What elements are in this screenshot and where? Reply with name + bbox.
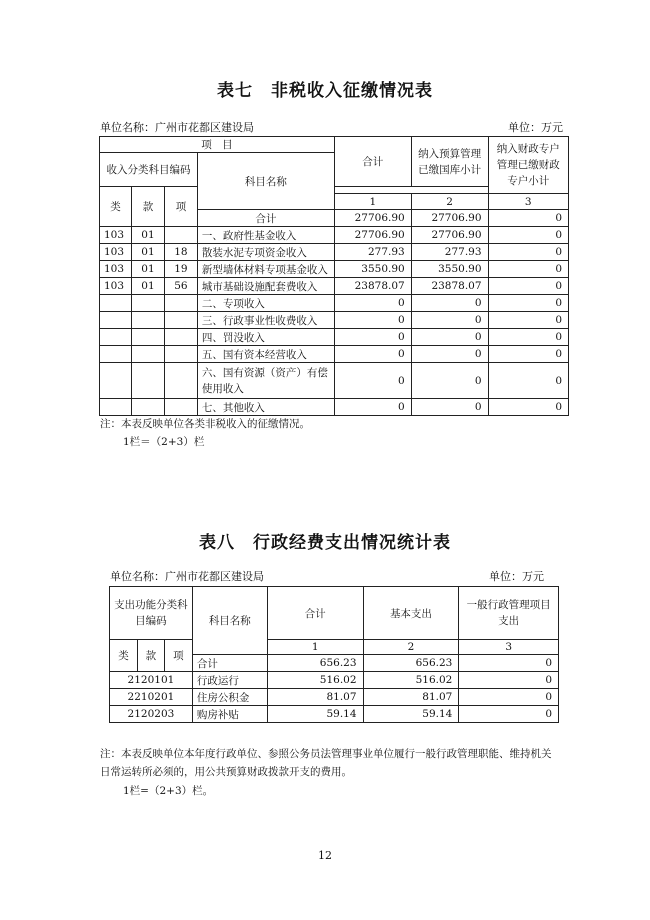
row-budget: 0 bbox=[411, 363, 488, 399]
row-total: 277.93 bbox=[334, 244, 411, 261]
row-general: 0 bbox=[459, 689, 559, 706]
row-name: 住房公积金 bbox=[192, 689, 267, 706]
row-lei: 103 bbox=[100, 278, 132, 295]
row-xiang: 56 bbox=[164, 278, 197, 295]
table8-unit-value: 单位：万元 bbox=[489, 570, 544, 583]
row-name: 行政运行 bbox=[192, 672, 267, 689]
table7-note: 注：本表反映单位各类非税收入的征缴情况。 bbox=[100, 418, 310, 430]
row-special: 0 bbox=[488, 346, 568, 363]
col-index-2: 2 bbox=[363, 640, 459, 655]
col-index-1: 1 bbox=[334, 194, 411, 210]
header-total: 合计 bbox=[267, 587, 363, 640]
row-budget: 0 bbox=[411, 399, 488, 416]
table-row bbox=[100, 346, 569, 363]
header-xiang: 项 bbox=[164, 640, 192, 672]
row-special: 0 bbox=[488, 244, 568, 261]
row-name: 五、国有资本经营收入 bbox=[197, 346, 334, 363]
header-lei: 类 bbox=[110, 640, 138, 672]
row-xiang: 18 bbox=[164, 244, 197, 261]
table8-note: 注：本表反映单位本年度行政单位、参照公务员法管理事业单位履行一般行政管理职能、维持机关日常运转所必须的，用公共预算财政拨款开支的费用。 bbox=[100, 748, 552, 778]
row-lei: 103 bbox=[100, 227, 132, 244]
row-code: 2210201 bbox=[110, 689, 193, 706]
header-kuan: 款 bbox=[137, 640, 164, 672]
row-code: 2120203 bbox=[110, 706, 193, 723]
table7-title: 表七 非税收入征缴情况表 bbox=[217, 81, 433, 101]
row-name: 二、专项收入 bbox=[197, 295, 334, 312]
row-xiang: 19 bbox=[164, 261, 197, 278]
row-name: 新型墙体材料专项基金收入 bbox=[197, 261, 334, 278]
row-budget: 27706.90 bbox=[411, 227, 488, 244]
row-total: 0 bbox=[334, 346, 411, 363]
header-xiang: 项 bbox=[164, 187, 197, 227]
table-row bbox=[100, 278, 569, 295]
row-name: 七、其他收入 bbox=[197, 399, 334, 416]
table8 bbox=[109, 586, 559, 723]
row-total: 27706.90 bbox=[334, 227, 411, 244]
table7-unit-label: 单位名称：广州市花都区建设局 bbox=[100, 121, 254, 134]
row-total: 0 bbox=[334, 295, 411, 312]
page-number: 12 bbox=[318, 849, 332, 862]
header-xiangmu: 项 目 bbox=[100, 137, 335, 153]
row-total: 0 bbox=[334, 312, 411, 329]
row-total: 59.14 bbox=[267, 706, 363, 723]
row-special: 0 bbox=[488, 210, 568, 227]
header-code: 支出功能分类科目编码 bbox=[110, 587, 193, 640]
row-kuan: 01 bbox=[131, 261, 164, 278]
row-code: 2120101 bbox=[110, 672, 193, 689]
row-total: 0 bbox=[334, 329, 411, 346]
table-row bbox=[110, 706, 559, 723]
table7-formula: 1栏＝（2+3）栏 bbox=[123, 436, 205, 448]
header-name: 科目名称 bbox=[192, 587, 267, 655]
row-name: 合计 bbox=[197, 210, 334, 227]
table7 bbox=[99, 136, 569, 416]
row-name: 三、行政事业性收费收入 bbox=[197, 312, 334, 329]
table-row bbox=[100, 399, 569, 416]
row-total: 3550.90 bbox=[334, 261, 411, 278]
row-basic: 656.23 bbox=[363, 655, 459, 672]
header-total: 合计 bbox=[334, 137, 411, 187]
row-special: 0 bbox=[488, 312, 568, 329]
header-lei: 类 bbox=[100, 187, 132, 227]
row-kuan: 01 bbox=[131, 244, 164, 261]
table-row bbox=[100, 261, 569, 278]
header-special-account: 纳入财政专户管理已缴财政专户小计 bbox=[488, 137, 568, 194]
row-budget: 0 bbox=[411, 295, 488, 312]
row-xiang bbox=[164, 227, 197, 244]
header-code: 收入分类科目编码 bbox=[100, 153, 198, 187]
row-budget: 27706.90 bbox=[411, 210, 488, 227]
col-index-1: 1 bbox=[267, 640, 363, 655]
row-total: 516.02 bbox=[267, 672, 363, 689]
col-index-2: 2 bbox=[411, 194, 488, 210]
table-row bbox=[100, 312, 569, 329]
row-basic: 59.14 bbox=[363, 706, 459, 723]
table8-title: 表八 行政经费支出情况统计表 bbox=[199, 533, 451, 553]
table-row bbox=[100, 363, 569, 399]
row-basic: 516.02 bbox=[363, 672, 459, 689]
header-basic: 基本支出 bbox=[363, 587, 459, 640]
row-name: 六、国有资源（资产）有偿使用收入 bbox=[197, 363, 334, 399]
header-kuan: 款 bbox=[131, 187, 164, 227]
row-general: 0 bbox=[459, 655, 559, 672]
table-row bbox=[100, 295, 569, 312]
row-basic: 81.07 bbox=[363, 689, 459, 706]
row-general: 0 bbox=[459, 672, 559, 689]
row-budget: 0 bbox=[411, 312, 488, 329]
col-index-3: 3 bbox=[459, 640, 559, 655]
row-budget: 0 bbox=[411, 329, 488, 346]
row-kuan: 01 bbox=[131, 227, 164, 244]
row-special: 0 bbox=[488, 278, 568, 295]
table-row bbox=[100, 227, 569, 244]
row-total: 27706.90 bbox=[334, 210, 411, 227]
table-row bbox=[110, 689, 559, 706]
header-budget-treasury: 纳入预算管理已缴国库小计 bbox=[411, 137, 488, 187]
row-total: 81.07 bbox=[267, 689, 363, 706]
row-special: 0 bbox=[488, 261, 568, 278]
row-budget: 3550.90 bbox=[411, 261, 488, 278]
header-name: 科目名称 bbox=[197, 153, 334, 210]
row-total: 0 bbox=[334, 363, 411, 399]
row-special: 0 bbox=[488, 227, 568, 244]
row-name: 城市基础设施配套费收入 bbox=[197, 278, 334, 295]
header-general: 一般行政管理项目支出 bbox=[459, 587, 559, 640]
row-special: 0 bbox=[488, 295, 568, 312]
row-name: 合计 bbox=[192, 655, 267, 672]
table-row bbox=[100, 329, 569, 346]
col-index-3: 3 bbox=[488, 194, 568, 210]
row-name: 四、罚没收入 bbox=[197, 329, 334, 346]
row-name: 购房补贴 bbox=[192, 706, 267, 723]
row-budget: 23878.07 bbox=[411, 278, 488, 295]
row-kuan: 01 bbox=[131, 278, 164, 295]
row-name: 一、政府性基金收入 bbox=[197, 227, 334, 244]
row-special: 0 bbox=[488, 363, 568, 399]
table8-unit-label: 单位名称：广州市花都区建设局 bbox=[110, 570, 264, 583]
row-total: 23878.07 bbox=[334, 278, 411, 295]
table-row bbox=[100, 244, 569, 261]
row-special: 0 bbox=[488, 399, 568, 416]
table7-unit-value: 单位：万元 bbox=[508, 121, 563, 134]
table8-formula: 1栏=（2+3）栏。 bbox=[123, 785, 214, 797]
row-total: 0 bbox=[334, 399, 411, 416]
row-name: 散装水泥专项资金收入 bbox=[197, 244, 334, 261]
row-lei: 103 bbox=[100, 261, 132, 278]
row-special: 0 bbox=[488, 329, 568, 346]
row-lei: 103 bbox=[100, 244, 132, 261]
row-total: 656.23 bbox=[267, 655, 363, 672]
row-general: 0 bbox=[459, 706, 559, 723]
table-row bbox=[110, 672, 559, 689]
row-budget: 277.93 bbox=[411, 244, 488, 261]
row-budget: 0 bbox=[411, 346, 488, 363]
